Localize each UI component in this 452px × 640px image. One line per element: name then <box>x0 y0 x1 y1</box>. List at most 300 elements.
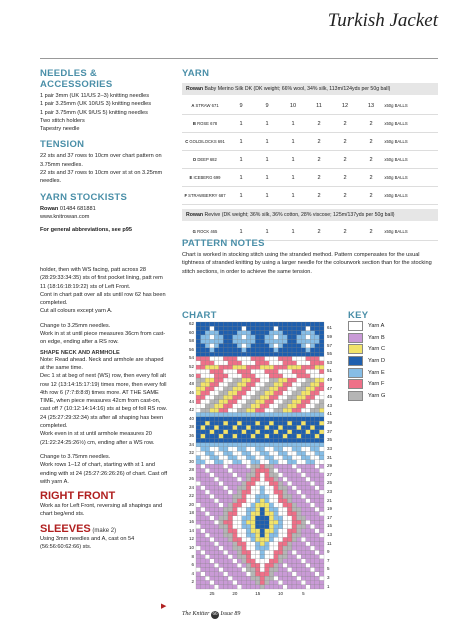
chart-cell <box>210 404 215 408</box>
yarn-bar-brand: Rowan <box>186 212 204 218</box>
chart-cell <box>319 555 324 559</box>
chart-cell <box>269 456 274 460</box>
chart-cell <box>274 365 279 369</box>
chart-cell <box>255 369 260 373</box>
chart-cell <box>292 417 297 421</box>
chart-cell <box>228 576 233 580</box>
chart-row-label: 28 <box>188 467 194 473</box>
chart-cell <box>228 331 233 335</box>
chart-cell <box>297 499 302 503</box>
chart-cell <box>310 555 315 559</box>
chart-cell <box>205 356 210 360</box>
chart-cell <box>223 585 228 589</box>
chart-cell <box>310 408 315 412</box>
chart-cell <box>205 443 210 447</box>
chart-cell <box>255 412 260 416</box>
chart-cell <box>260 438 265 442</box>
chart-cell <box>301 585 306 589</box>
chart-cell <box>306 438 311 442</box>
chart-cell <box>265 326 270 330</box>
chart-cell <box>219 352 224 356</box>
chart-cell <box>297 456 302 460</box>
chart-cell <box>278 425 283 429</box>
chart-cell <box>265 365 270 369</box>
chart-cell <box>242 567 247 571</box>
chart-cell <box>255 511 260 515</box>
chart-cell <box>237 348 242 352</box>
chart-cell <box>233 468 238 472</box>
chart-cell <box>260 486 265 490</box>
chart-cell <box>251 421 256 425</box>
chart-cell <box>278 473 283 477</box>
chart-cell <box>233 339 238 343</box>
chart-cell <box>278 348 283 352</box>
chart-cell <box>196 430 201 434</box>
chart-cell <box>260 529 265 533</box>
chart-cell <box>287 344 292 348</box>
chart-cell <box>265 378 270 382</box>
chart-cell <box>283 477 288 481</box>
chart-cell <box>214 400 219 404</box>
chart-cell <box>219 356 224 360</box>
chart-cell <box>301 473 306 477</box>
chart-cell <box>310 477 315 481</box>
chart-cell <box>233 408 238 412</box>
chart-cell <box>228 434 233 438</box>
chart-cell <box>310 326 315 330</box>
chart-cell <box>306 537 311 541</box>
yarn-unit: x50g BALLS <box>384 193 408 198</box>
chart-cell <box>301 511 306 515</box>
chart-cell <box>246 425 251 429</box>
chart-cell <box>319 344 324 348</box>
chart-cell <box>260 361 265 365</box>
chart-cell <box>205 331 210 335</box>
chart-cell <box>292 412 297 416</box>
chart-cell <box>265 537 270 541</box>
chart-cell <box>233 464 238 468</box>
chart-cell <box>205 499 210 503</box>
key-item <box>348 378 385 390</box>
chart-cell <box>233 391 238 395</box>
chart-row-label: 35 <box>327 437 333 443</box>
chart-cell <box>246 499 251 503</box>
chart-cell <box>269 511 274 515</box>
chart-cell <box>219 326 224 330</box>
chart-cell <box>242 365 247 369</box>
chart-cell <box>201 391 206 395</box>
chart-cell <box>310 400 315 404</box>
chart-cell <box>283 382 288 386</box>
chart-cell <box>283 339 288 343</box>
chart-cell <box>228 408 233 412</box>
chart-cell <box>265 395 270 399</box>
chart-cell <box>251 559 256 563</box>
chart-cell <box>301 537 306 541</box>
chart-cell <box>287 555 292 559</box>
chart-cell <box>310 537 315 541</box>
chart-cell <box>310 572 315 576</box>
chart-cell <box>319 559 324 563</box>
chart-cell <box>233 335 238 339</box>
chart-cell <box>301 438 306 442</box>
chart-cell <box>210 559 215 563</box>
chart-cell <box>251 322 256 326</box>
chart-cell <box>269 486 274 490</box>
chart-cell <box>205 412 210 416</box>
chart-cell <box>223 507 228 511</box>
chart-row-label: 17 <box>327 514 333 520</box>
key-swatch <box>348 356 363 366</box>
chart-cell <box>242 507 247 511</box>
chart-cell <box>205 529 210 533</box>
chart-cell <box>196 563 201 567</box>
chart-cell <box>260 344 265 348</box>
stockist-web[interactable]: www.knitrowan.com <box>40 213 90 220</box>
chart-cell <box>219 391 224 395</box>
chart-cell <box>315 494 320 498</box>
chart-cell <box>233 546 238 550</box>
chart-cell <box>269 348 274 352</box>
chart-cell <box>205 563 210 567</box>
chart-cell <box>246 481 251 485</box>
chart-cell <box>315 335 320 339</box>
yarn-qty: 12 <box>341 102 349 109</box>
chart-cell <box>310 486 315 490</box>
chart-cell <box>310 339 315 343</box>
chart-cell <box>219 378 224 382</box>
chart-cell <box>283 572 288 576</box>
chart-cell <box>306 550 311 554</box>
chart-cell <box>287 563 292 567</box>
chart-cell <box>278 516 283 520</box>
chart-cell <box>228 374 233 378</box>
chart-cell <box>315 559 320 563</box>
chart-cell <box>269 322 274 326</box>
chart-cell <box>287 335 292 339</box>
chart-cell <box>228 490 233 494</box>
chart-cell <box>219 533 224 537</box>
chart-cell <box>274 344 279 348</box>
chart-cell <box>269 520 274 524</box>
chart-cell <box>242 529 247 533</box>
chart-row-label: 12 <box>188 536 194 542</box>
chart-cell <box>301 387 306 391</box>
chart-cell <box>214 576 219 580</box>
chart-cell <box>228 464 233 468</box>
chart-cell <box>301 365 306 369</box>
chart-cell <box>219 365 224 369</box>
chart-cell <box>237 468 242 472</box>
chart-cell <box>205 382 210 386</box>
chart-cell <box>310 580 315 584</box>
chart-cell <box>251 520 256 524</box>
chart-cell <box>306 468 311 472</box>
chart-cell <box>210 331 215 335</box>
chart-cell <box>196 326 201 330</box>
chart-cell <box>219 473 224 477</box>
chart-cell <box>315 451 320 455</box>
chart-cell <box>233 361 238 365</box>
chart-cell <box>287 322 292 326</box>
chart-cell <box>269 563 274 567</box>
chart-cell <box>246 331 251 335</box>
chart-row-label: 57 <box>327 342 333 348</box>
chart-cell <box>228 443 233 447</box>
chart-cell <box>228 546 233 550</box>
chart-cell <box>255 555 260 559</box>
chart-cell <box>228 499 233 503</box>
chart-cell <box>242 369 247 373</box>
chart-cell <box>255 542 260 546</box>
chart-cell <box>251 460 256 464</box>
yarn-bar-text: Baby Merino Silk DK (DK weight; 66% wool, 34% silk, 113m/124yds per 50g ball) <box>203 86 391 92</box>
chart-cell <box>219 395 224 399</box>
chart-cell <box>228 425 233 429</box>
chart-cell <box>274 335 279 339</box>
chart-cell <box>219 451 224 455</box>
chart-cell <box>233 567 238 571</box>
chart-cell <box>255 331 260 335</box>
chart-cell <box>301 456 306 460</box>
chart-cell <box>269 451 274 455</box>
yarn-qty: 1 <box>239 138 243 145</box>
chart-cell <box>214 542 219 546</box>
chart-cell <box>319 580 324 584</box>
chart-cell <box>196 550 201 554</box>
chart-cell <box>255 520 260 524</box>
chart-cell <box>246 378 251 382</box>
yarn-qty: 2 <box>369 120 373 127</box>
chart-cell <box>214 507 219 511</box>
chart-cell <box>269 443 274 447</box>
notes-heading: PATTERN NOTES <box>182 238 265 249</box>
chart-cell <box>214 524 219 528</box>
chart-cell <box>242 344 247 348</box>
chart-cell <box>228 529 233 533</box>
chart-cell <box>233 490 238 494</box>
chart-cell <box>287 412 292 416</box>
chart-cell <box>228 550 233 554</box>
chart-cell <box>283 378 288 382</box>
chart-cell <box>292 559 297 563</box>
chart-cell <box>315 356 320 360</box>
chart-cell <box>255 580 260 584</box>
chart-cell <box>292 443 297 447</box>
chart-cell <box>251 451 256 455</box>
chart-cell <box>265 533 270 537</box>
chart-cell <box>319 456 324 460</box>
chart-cell <box>237 430 242 434</box>
chart-cell <box>223 520 228 524</box>
chart-cell <box>260 542 265 546</box>
chart-cell <box>237 494 242 498</box>
chart-cell <box>242 387 247 391</box>
chart-cell <box>265 494 270 498</box>
chart-cell <box>196 438 201 442</box>
chart-cell <box>214 443 219 447</box>
chart-cell <box>319 516 324 520</box>
chart-cell <box>242 537 247 541</box>
chart-cell <box>269 434 274 438</box>
chart-cell <box>242 481 247 485</box>
chart-cell <box>315 387 320 391</box>
chart-cell <box>237 555 242 559</box>
chart-cell <box>292 468 297 472</box>
chart-cell <box>265 447 270 451</box>
chart-row-label: 45 <box>327 394 333 400</box>
chart-cell <box>196 542 201 546</box>
chart-cell <box>319 481 324 485</box>
chart-cell <box>237 486 242 490</box>
chart-cell <box>214 374 219 378</box>
chart-cell <box>283 503 288 507</box>
chart-cell <box>287 430 292 434</box>
chart-cell <box>242 460 247 464</box>
chart-cell <box>283 400 288 404</box>
chart-cell <box>269 529 274 533</box>
chart-cell <box>219 481 224 485</box>
chart-cell <box>255 572 260 576</box>
chart-row-label: 14 <box>188 527 194 533</box>
yarn-qty: 2 <box>317 192 321 199</box>
chart-cell <box>265 408 270 412</box>
chart-cell <box>210 460 215 464</box>
chart-cell <box>205 520 210 524</box>
chart-cell <box>201 507 206 511</box>
yarn-heading: YARN <box>182 68 210 79</box>
chart-cell <box>196 473 201 477</box>
chart-cell <box>205 537 210 541</box>
chart-cell <box>269 555 274 559</box>
chart-cell <box>201 468 206 472</box>
chart-cell <box>306 499 311 503</box>
chart-cell <box>315 425 320 429</box>
chart-cell <box>219 344 224 348</box>
chart-cell <box>201 443 206 447</box>
chart-cell <box>210 572 215 576</box>
chart-cell <box>223 361 228 365</box>
chart-cell <box>233 477 238 481</box>
chart-cell <box>278 378 283 382</box>
chart-cell <box>242 348 247 352</box>
chart-cell <box>260 572 265 576</box>
chart-cell <box>315 326 320 330</box>
chart-cell <box>255 344 260 348</box>
chart-cell <box>306 395 311 399</box>
chart-cell <box>233 434 238 438</box>
chart-cell <box>287 507 292 511</box>
chart-cell <box>196 499 201 503</box>
chart-cell <box>233 443 238 447</box>
chart-cell <box>297 580 302 584</box>
chart-cell <box>219 516 224 520</box>
chart-cell <box>251 537 256 541</box>
chart-cell <box>251 555 256 559</box>
chart-cell <box>242 335 247 339</box>
chart-cell <box>260 382 265 386</box>
chart-cell <box>210 511 215 515</box>
chart-cell <box>255 352 260 356</box>
chart-cell <box>301 533 306 537</box>
chart-cell <box>210 369 215 373</box>
chart-cell <box>306 486 311 490</box>
chart-cell <box>210 585 215 589</box>
chart-cell <box>278 460 283 464</box>
page-number: 66 <box>212 612 218 617</box>
chart-cell <box>251 511 256 515</box>
chart-cell <box>269 567 274 571</box>
chart-cell <box>310 434 315 438</box>
chart-cell <box>233 456 238 460</box>
chart-cell <box>278 404 283 408</box>
chart-cell <box>237 546 242 550</box>
chart-cell <box>251 331 256 335</box>
chart-cell <box>274 494 279 498</box>
chart-cell <box>310 425 315 429</box>
chart-cell <box>274 400 279 404</box>
chart-row-label: 43 <box>327 402 333 408</box>
chart-cell <box>196 361 201 365</box>
chart-cell <box>246 434 251 438</box>
chart-cell <box>260 516 265 520</box>
chart-cell <box>306 374 311 378</box>
chart-cell <box>274 516 279 520</box>
chart-cell <box>214 391 219 395</box>
chart-cell <box>214 533 219 537</box>
chart-cell <box>219 374 224 378</box>
chart-cell <box>315 481 320 485</box>
chart-col-label: 10 <box>278 591 284 596</box>
chart-cell <box>283 585 288 589</box>
chart-cell <box>210 481 215 485</box>
chart-cell <box>297 490 302 494</box>
chart-cell <box>278 326 283 330</box>
chart-cell <box>278 369 283 373</box>
chart-cell <box>242 473 247 477</box>
chart-cell <box>269 516 274 520</box>
chart-cell <box>260 365 265 369</box>
chart-cell <box>242 533 247 537</box>
chart-cell <box>306 464 311 468</box>
chart-cell <box>228 507 233 511</box>
chart-cell <box>278 468 283 472</box>
chart-cell <box>196 404 201 408</box>
chart-cell <box>223 421 228 425</box>
chart-cell <box>219 572 224 576</box>
chart-cell <box>319 412 324 416</box>
chart-cell <box>214 572 219 576</box>
chart-cell <box>278 344 283 348</box>
chart-cell <box>269 331 274 335</box>
chart-cell <box>242 516 247 520</box>
chart-cell <box>251 369 256 373</box>
chart-cell <box>292 546 297 550</box>
chart-cell <box>251 326 256 330</box>
chart-cell <box>265 516 270 520</box>
stockists-heading: YARN STOCKISTS <box>40 191 128 203</box>
chart-cell <box>319 460 324 464</box>
chart-cell <box>219 542 224 546</box>
chart-cell <box>214 352 219 356</box>
chart-cell <box>237 344 242 348</box>
chart-cell <box>251 563 256 567</box>
chart-cell <box>237 580 242 584</box>
chart-cell <box>223 572 228 576</box>
chart-cell <box>301 391 306 395</box>
chart-cell <box>214 425 219 429</box>
chart-cell <box>310 412 315 416</box>
